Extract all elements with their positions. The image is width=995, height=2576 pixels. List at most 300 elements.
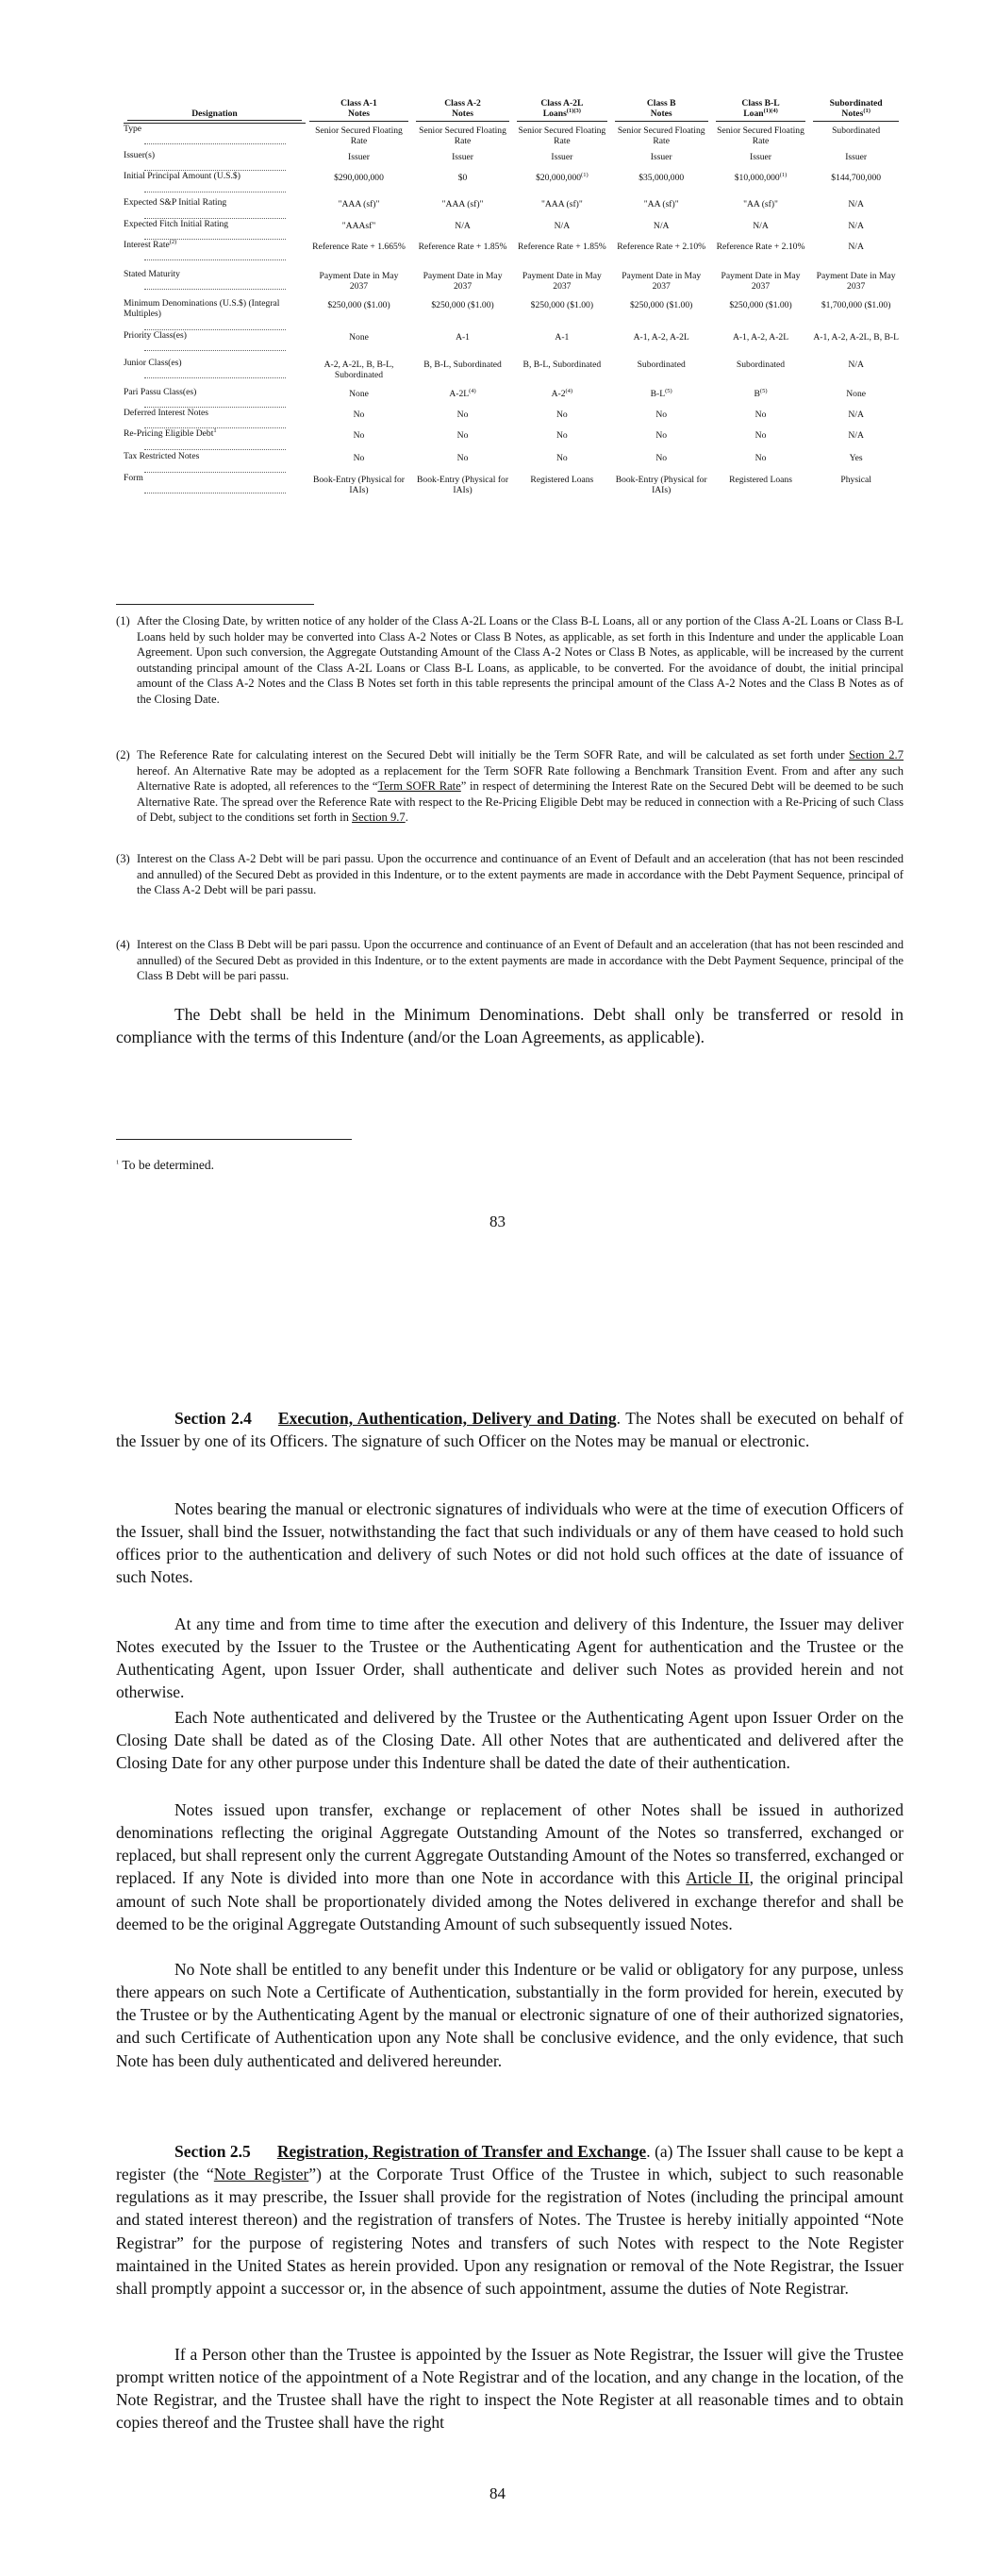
cell-text: N/A [455,220,471,231]
section-title: Registration, Registration of Transfer and Exchange [276,2142,647,2161]
cell-value [615,125,708,147]
cell-text: No [755,430,767,442]
paragraph: At any time and from time to time after the execution and delivery of this Indenture, the Issuer may deliver Notes executed by the Issuer to the Trustee or the Authenticating Agent for authentication and the Trustee or the Authenticating Agent, upon Issuer Order, shall authenticate and deliver such Notes as provided herein and not otherwise. [116,1614,904,1702]
footnote-text-part: The Reference Rate for calculating interest on the Secured Debt will initially be the Term SOFR Rate, and will be calculated as set forth under [137,748,849,761]
cell-text: Issuer [845,152,868,163]
cell-value [517,410,607,420]
cell-text: Physical [840,474,871,485]
cell-value [716,300,806,310]
cell-value [615,430,708,441]
cell-text: Book-Entry (Physical for IAIs) [417,474,509,495]
table-cell [712,197,810,218]
cell-text: $20,000,000 [536,173,582,184]
paragraph: No Note shall be entitled to any benefit under this Indenture or be valid or obligatory for any purpose, unless there appears on such Note a Certificate of Authentication, substantially in the form provided for herein, executed by the Trustee or by the Authenticating Agent by the manual or electronic signature of one of their authorized signatories, and such Certificate of Authentication upon any Note shall be conclusive evidence, and the only evidence, that such Note has been duly authenticated and delivered hereunder. [116,1960,904,2070]
leader-dots [144,259,286,260]
table-cell [611,219,712,240]
cell-value [813,475,899,485]
row-label [124,428,306,451]
cell-value [309,199,408,209]
footnote-number: (1) [116,614,130,627]
cell-value [615,332,708,343]
table-row [124,428,903,451]
table-cell [611,358,712,387]
table-cell [809,330,903,358]
table-cell [306,408,412,428]
cell-value [517,475,607,485]
leader-dots [144,349,286,351]
header-label [813,98,899,122]
footnote-text: Interest on the Class B Debt will be pari passu. Upon the occurrence and continuance of an Event of Default and an acceleration (that has not been rescinded and annulled) of the Secured Debt as provided in this Indenture, or to the extent payments are made in accordance with the Debt Payment Sequence, principal of the Class B Debt will be pari passu. [137,938,904,983]
cell-value [517,271,607,293]
footnote-text-part: ” in respect of determining the Interest Rate on the Secured Debt will be deemed to be such Alternative Rate. The spread over the Reference Rate with respect to the Re-Pricing Eligible Debt may be reduced in connection with a Re-Pricing of such Class of Debt, subject to the conditions set forth in [137,779,904,825]
row-label [124,298,306,330]
cell-text: A-1, A-2, A-2L [633,331,689,343]
cell-text: No [556,430,568,442]
row-label [124,124,306,151]
cell-value [416,430,509,441]
table-cell [412,240,513,269]
table-cell [513,240,611,269]
row-label [124,330,306,358]
cell-value [517,453,607,463]
cell-text: Issuer [650,152,672,163]
cell-text: $35,000,000 [638,173,685,184]
cell-text: No [353,430,365,442]
cell-value [416,453,509,463]
table-footnote-4 [116,937,904,984]
cell-value [813,360,899,370]
table-cell [809,124,903,151]
cell-text: A-1, A-2, A-2L, B, B-L [813,331,899,343]
cell-value [716,173,806,183]
cell-value [309,360,408,381]
cell-text: Subordinated [637,359,686,370]
table-row [124,219,903,240]
cell-value [813,410,899,420]
cell-value [615,271,708,293]
cell-text: Issuer [551,152,573,163]
table-cell [809,473,903,503]
table-footnote-1 [116,613,904,708]
cell-text: Reference Rate + 2.10% [716,242,805,253]
cell-text: N/A [848,430,864,442]
cell-value [517,389,607,399]
table-row [124,240,903,269]
cell-text: Payment Date in May 2037 [319,271,399,293]
cell-text: A-2, A-2L, B, B-L, Subordinated [323,359,394,380]
column-header [809,98,903,124]
table-cell [412,451,513,472]
cell-text: Subordinated [832,125,881,136]
section-9-7-link[interactable]: Section 9.7 [352,811,406,825]
cell-text: No [456,453,469,464]
header-footnote-ref: (1)(3) [566,108,581,115]
page-footnote-divider [116,1139,352,1140]
cell-value [813,430,899,441]
cell-value [615,242,708,252]
cell-value [416,300,509,310]
cell-value [517,360,607,370]
table-cell [412,387,513,408]
table-cell [306,298,412,330]
row-label-text [124,358,306,368]
cell-text: Registered Loans [530,474,594,485]
cell-value [716,221,806,231]
table-cell [712,269,810,298]
footnote-marker: 1 [116,1159,120,1166]
header-line: Class A-2L [540,98,584,109]
cell-text: N/A [653,220,670,231]
cell-value [416,271,509,293]
cell-value [517,199,607,209]
cell-value [517,430,607,441]
cell-text: $290,000,000 [334,173,384,184]
cell-value [517,125,607,147]
cell-text: None [846,388,867,399]
table-cell [306,240,412,269]
cell-value [309,389,408,399]
cell-value [517,332,607,343]
cell-value [615,410,708,420]
row-label [124,473,306,503]
cell-value [615,152,708,162]
table-cell [513,330,611,358]
header-label [517,98,607,122]
cell-value [309,453,408,463]
table-cell [513,219,611,240]
table-cell [611,197,712,218]
column-header [306,98,412,124]
table-cell [306,124,412,151]
row-label-value: Re-Pricing Eligible Debt [124,428,214,440]
table-cell [712,298,810,330]
cell-value [615,475,708,496]
table-cell [712,387,810,408]
header-line: Notes [841,109,864,120]
header-label [716,98,806,122]
row-label-text [124,408,306,418]
row-label-value: Deferred Interest Notes [124,408,209,418]
cell-text: Issuer [750,152,771,163]
footnote-text [137,747,904,826]
cell-value [813,389,899,399]
table-cell [306,358,412,387]
footnote-text: Interest on the Class A-2 Debt will be pari passu. Upon the occurrence and continuance of an Event of Default and an acceleration (that has not been rescinded and annulled) of the Secured Debt as provided in this Indenture, or to the extent payments are made in accordance with the Debt Payment Sequence, principal of the Class A-2 Debt will be pari passu. [137,852,904,897]
cell-text: No [456,430,469,442]
cell-text: No [655,430,668,442]
footnote-number: (3) [116,852,130,865]
cell-text: "AAA (sf)" [338,199,380,210]
table-cell [712,124,810,151]
table-footnote-3 [116,851,904,898]
row-label-text [124,428,306,439]
table-cell [611,387,712,408]
table-cell [306,473,412,503]
column-header [712,98,810,124]
paragraph: If a Person other than the Trustee is appointed by the Issuer as Note Registrar, the Issuer will give the Trustee prompt written notice of the appointment of a Note Registrar and of the location, and any change in the location, of the Note Registrar, and the Trustee shall have the right to inspect the Note Register at all reasonable times and to obtain copies thereof and the Trustee shall have the right [116,2345,904,2433]
row-label-value: Type [124,124,142,135]
cell-value [517,242,607,252]
cell-value [416,221,509,231]
header-line: Loan [743,109,764,120]
row-label-text [124,451,306,461]
debt-terms-table [124,98,903,503]
cell-text: N/A [554,220,571,231]
cell-value [309,410,408,420]
cell-value [416,152,509,162]
cell-value [615,221,708,231]
row-label-value: Expected S&P Initial Rating [124,197,227,209]
table-row [124,330,903,358]
table-cell [712,219,810,240]
cell-text: B-L [650,388,666,399]
cell-text: "AAA (sf)" [540,199,583,210]
table-cell [809,428,903,451]
cell-value [416,360,509,370]
cell-footnote-ref: (1) [779,172,788,179]
cell-text: Reference Rate + 1.85% [517,242,606,253]
section-number: Section 2.4 [174,1409,252,1428]
cell-text: B, B-L, Subordinated [423,359,502,370]
cell-text: Senior Secured Floating Rate [617,125,705,146]
table-cell [809,197,903,218]
note-register-link[interactable]: Note Register [213,2165,309,2184]
cell-value [615,389,708,399]
table-cell [412,219,513,240]
cell-text: Payment Date in May 2037 [423,271,503,293]
table-cell [513,298,611,330]
paragraph: Each Note authenticated and delivered by the Trustee or the Authenticating Agent upon Issuer Order on the Closing Date shall be dated as of the Closing Date. All other Notes that are authenticated and delivered after the Closing Date for any other purpose under this Indenture shall be dated the date of their authentication. [116,1708,904,1773]
table-cell [611,428,712,451]
table-cell [412,197,513,218]
cell-value [716,410,806,420]
cell-value [716,271,806,293]
cell-value [813,453,899,463]
cell-text: Yes [849,453,863,464]
cell-footnote-ref: (5) [665,387,672,394]
table-cell [809,451,903,472]
cell-text: Payment Date in May 2037 [816,271,896,293]
cell-value [813,199,899,209]
designation-header [124,98,306,124]
paragraph: Notes bearing the manual or electronic signatures of individuals who were at the time of execution Officers of the Issuer, shall bind the Issuer, notwithstanding the fact that such individuals or any of them have ceased to hold such offices prior to the authentication and delivery of such Notes or did not hold such offices at the date of issuance of such Notes. [116,1499,904,1587]
table-row [124,451,903,472]
table-row [124,269,903,298]
row-label-value: Tax Restricted Notes [124,451,200,462]
table-cell [712,171,810,197]
table-cell [306,171,412,197]
table-cell [306,330,412,358]
cell-value [416,475,509,496]
cell-value [813,152,899,162]
header-line: Class B-L [741,98,780,109]
cell-text: N/A [848,410,864,420]
cell-text: Book-Entry (Physical for IAIs) [312,474,405,495]
table-cell [513,358,611,387]
header-footnote-ref: (1)(4) [763,108,778,115]
column-header [513,98,611,124]
cell-text: $250,000 ($1.00) [327,300,390,311]
cell-text: A-1 [555,331,570,343]
table-row [124,358,903,387]
table-cell [809,171,903,197]
row-label-text [124,298,306,320]
leader-dots [144,376,286,378]
row-label-text [124,387,306,397]
table-cell [611,473,712,503]
cell-text: None [349,331,369,343]
minimum-denominations-paragraph: The Debt shall be held in the Minimum Denominations. Debt shall only be transferred or resold in compliance with the terms of this Indenture (and/or the Loan Agreements, as applicable). [116,1005,904,1047]
table-cell [809,269,903,298]
header-line: Loans [542,109,567,120]
footnote-number: (4) [116,938,130,951]
column-header [611,98,712,124]
table-cell [513,150,611,171]
term-sofr-rate-link[interactable]: Term SOFR Rate [377,779,461,794]
table-row [124,473,903,503]
table-cell [412,408,513,428]
table-row [124,171,903,197]
cell-value [813,221,899,231]
table-row [124,387,903,408]
header-line: Designation [191,108,238,119]
header-label [127,109,302,121]
leader-dots [144,448,286,450]
cell-footnote-ref: (5) [759,387,768,394]
cell-text: N/A [848,199,864,210]
row-label [124,358,306,387]
section-2-7-link[interactable]: Section 2.7 [848,748,904,761]
paragraph-text: Notes issued upon transfer, exchange or replacement of other Notes shall be issued in authorized denominations reflecting the original Aggregate Outstanding Amount of the Notes so transferred, exchanged or replaced, but shall represent only the current Aggregate Outstanding Amount of the Notes so transferred, exchanged or replaced. If any Note is divided into more than one Note in accordance with this [116,1800,904,1888]
table-cell [513,124,611,151]
row-label-text [124,269,306,279]
table-row [124,197,903,218]
cell-text: Payment Date in May 2037 [522,271,602,293]
cell-text: No [353,453,365,464]
table-cell [513,197,611,218]
table-cell [712,150,810,171]
table-cell [809,387,903,408]
header-line: Notes [348,109,370,120]
row-label [124,269,306,298]
header-line: Class B [646,98,676,109]
cell-text: $144,700,000 [831,173,882,184]
table-header-row [124,98,903,124]
cell-footnote-ref: (4) [469,387,476,394]
cell-text: "AA (sf)" [643,199,679,210]
cell-value [813,125,899,136]
cell-text: Senior Secured Floating Rate [518,125,606,146]
cell-value [517,300,607,310]
table-cell [611,408,712,428]
column-header [412,98,513,124]
cell-text: Registered Loans [729,474,792,485]
table-cell [412,358,513,387]
table-row [124,150,903,171]
row-label-value: Interest Rate [124,240,170,251]
table-cell [306,197,412,218]
table-cell [306,387,412,408]
table-cell [306,451,412,472]
table-cell [513,428,611,451]
cell-text: None [349,388,369,399]
cell-value [416,389,509,399]
article-ii-link[interactable]: Article II [686,1868,750,1888]
table-cell [712,473,810,503]
cell-text: No [456,410,469,420]
cell-value [309,475,408,496]
section-2-5-paragraph [116,2140,904,2300]
footnote-text: To be determined. [122,1158,215,1172]
table-cell [306,428,412,451]
section-2-4-paragraph [116,1407,904,1452]
row-label [124,150,306,171]
cell-text: Issuer [452,152,473,163]
table-cell [712,358,810,387]
table-cell [412,428,513,451]
cell-value [615,173,708,183]
table-cell [513,451,611,472]
cell-text: "AAAsf" [341,220,376,231]
cell-value [416,199,509,209]
cell-text: Issuer [348,152,370,163]
footnote-text-part: hereof. An Alternative Rate may be adopted as a replacement for the Term SOFR Rate following a Benchmark Transition Event. From and after any such Alternative Rate is adopted, all references to the “ [137,763,904,794]
cell-text: "AAA (sf)" [441,199,484,210]
table-cell [611,124,712,151]
table-row [124,298,903,330]
cell-value [716,360,806,370]
table-cell [513,387,611,408]
cell-value [517,152,607,162]
cell-text: No [353,410,365,420]
row-label-value: Expected Fitch Initial Rating [124,218,229,229]
header-label [416,98,509,122]
row-label-text [124,240,306,250]
table-cell [513,473,611,503]
label-footnote-ref: (2) [169,238,177,245]
table-cell [306,269,412,298]
paragraph-text: . (a) The Issuer shall cause to be kept a register (the “ [116,2142,904,2184]
cell-value [615,453,708,463]
cell-text: No [655,453,668,464]
cell-text: Payment Date in May 2037 [721,271,801,293]
table-cell [611,269,712,298]
cell-value [615,360,708,370]
cell-value [309,242,408,252]
footnote-number: (2) [116,748,130,761]
cell-value [716,332,806,343]
cell-text: Reference Rate + 1.665% [312,242,406,253]
page-footnote [116,1158,214,1173]
row-label-text [124,473,306,483]
cell-text: $250,000 ($1.00) [530,300,594,311]
table-row [124,124,903,151]
header-label [615,98,708,122]
row-label [124,387,306,408]
row-label [124,240,306,269]
footnote-text: After the Closing Date, by written notice of any holder of the Class A-2L Loans or the Class B-L Loans, all or any portion of the Class A-2L Loans or Class B-L Loans held by such holder may be converted into Class A-2 Notes or Class B Notes, as applicable, as set forth in this Indenture and under the applicable Loan Agreement. Upon such conversion, the Aggregate Outstanding Amount of the Class A-2 Notes or Class B Notes, as applicable, will be increased by the current outstanding principal amount of the Class A-2L Loans or Class B-L Loans, as applicable, to be converted. For the avoidance of doubt, the initial principal amount of the Class A-2 Notes and the Class B Notes set forth in this table represents the principal amount of the Class A-2 Notes and the Class B Notes as of the Closing Date. [137,614,904,707]
table-cell [809,298,903,330]
paragraph-text: . The Notes shall be executed on behalf of the Issuer by one of its Officers. The signature of such Officer on the Notes may be manual or electronic. [116,1409,904,1451]
cell-text: A-2L [449,388,470,399]
cell-text: No [556,453,568,464]
cell-text: B [754,388,760,399]
cell-text: A-2 [551,388,566,399]
table-cell [412,473,513,503]
page-84 [0,1288,995,2576]
table-cell [611,171,712,197]
header-line: Class A-2 [444,98,481,109]
